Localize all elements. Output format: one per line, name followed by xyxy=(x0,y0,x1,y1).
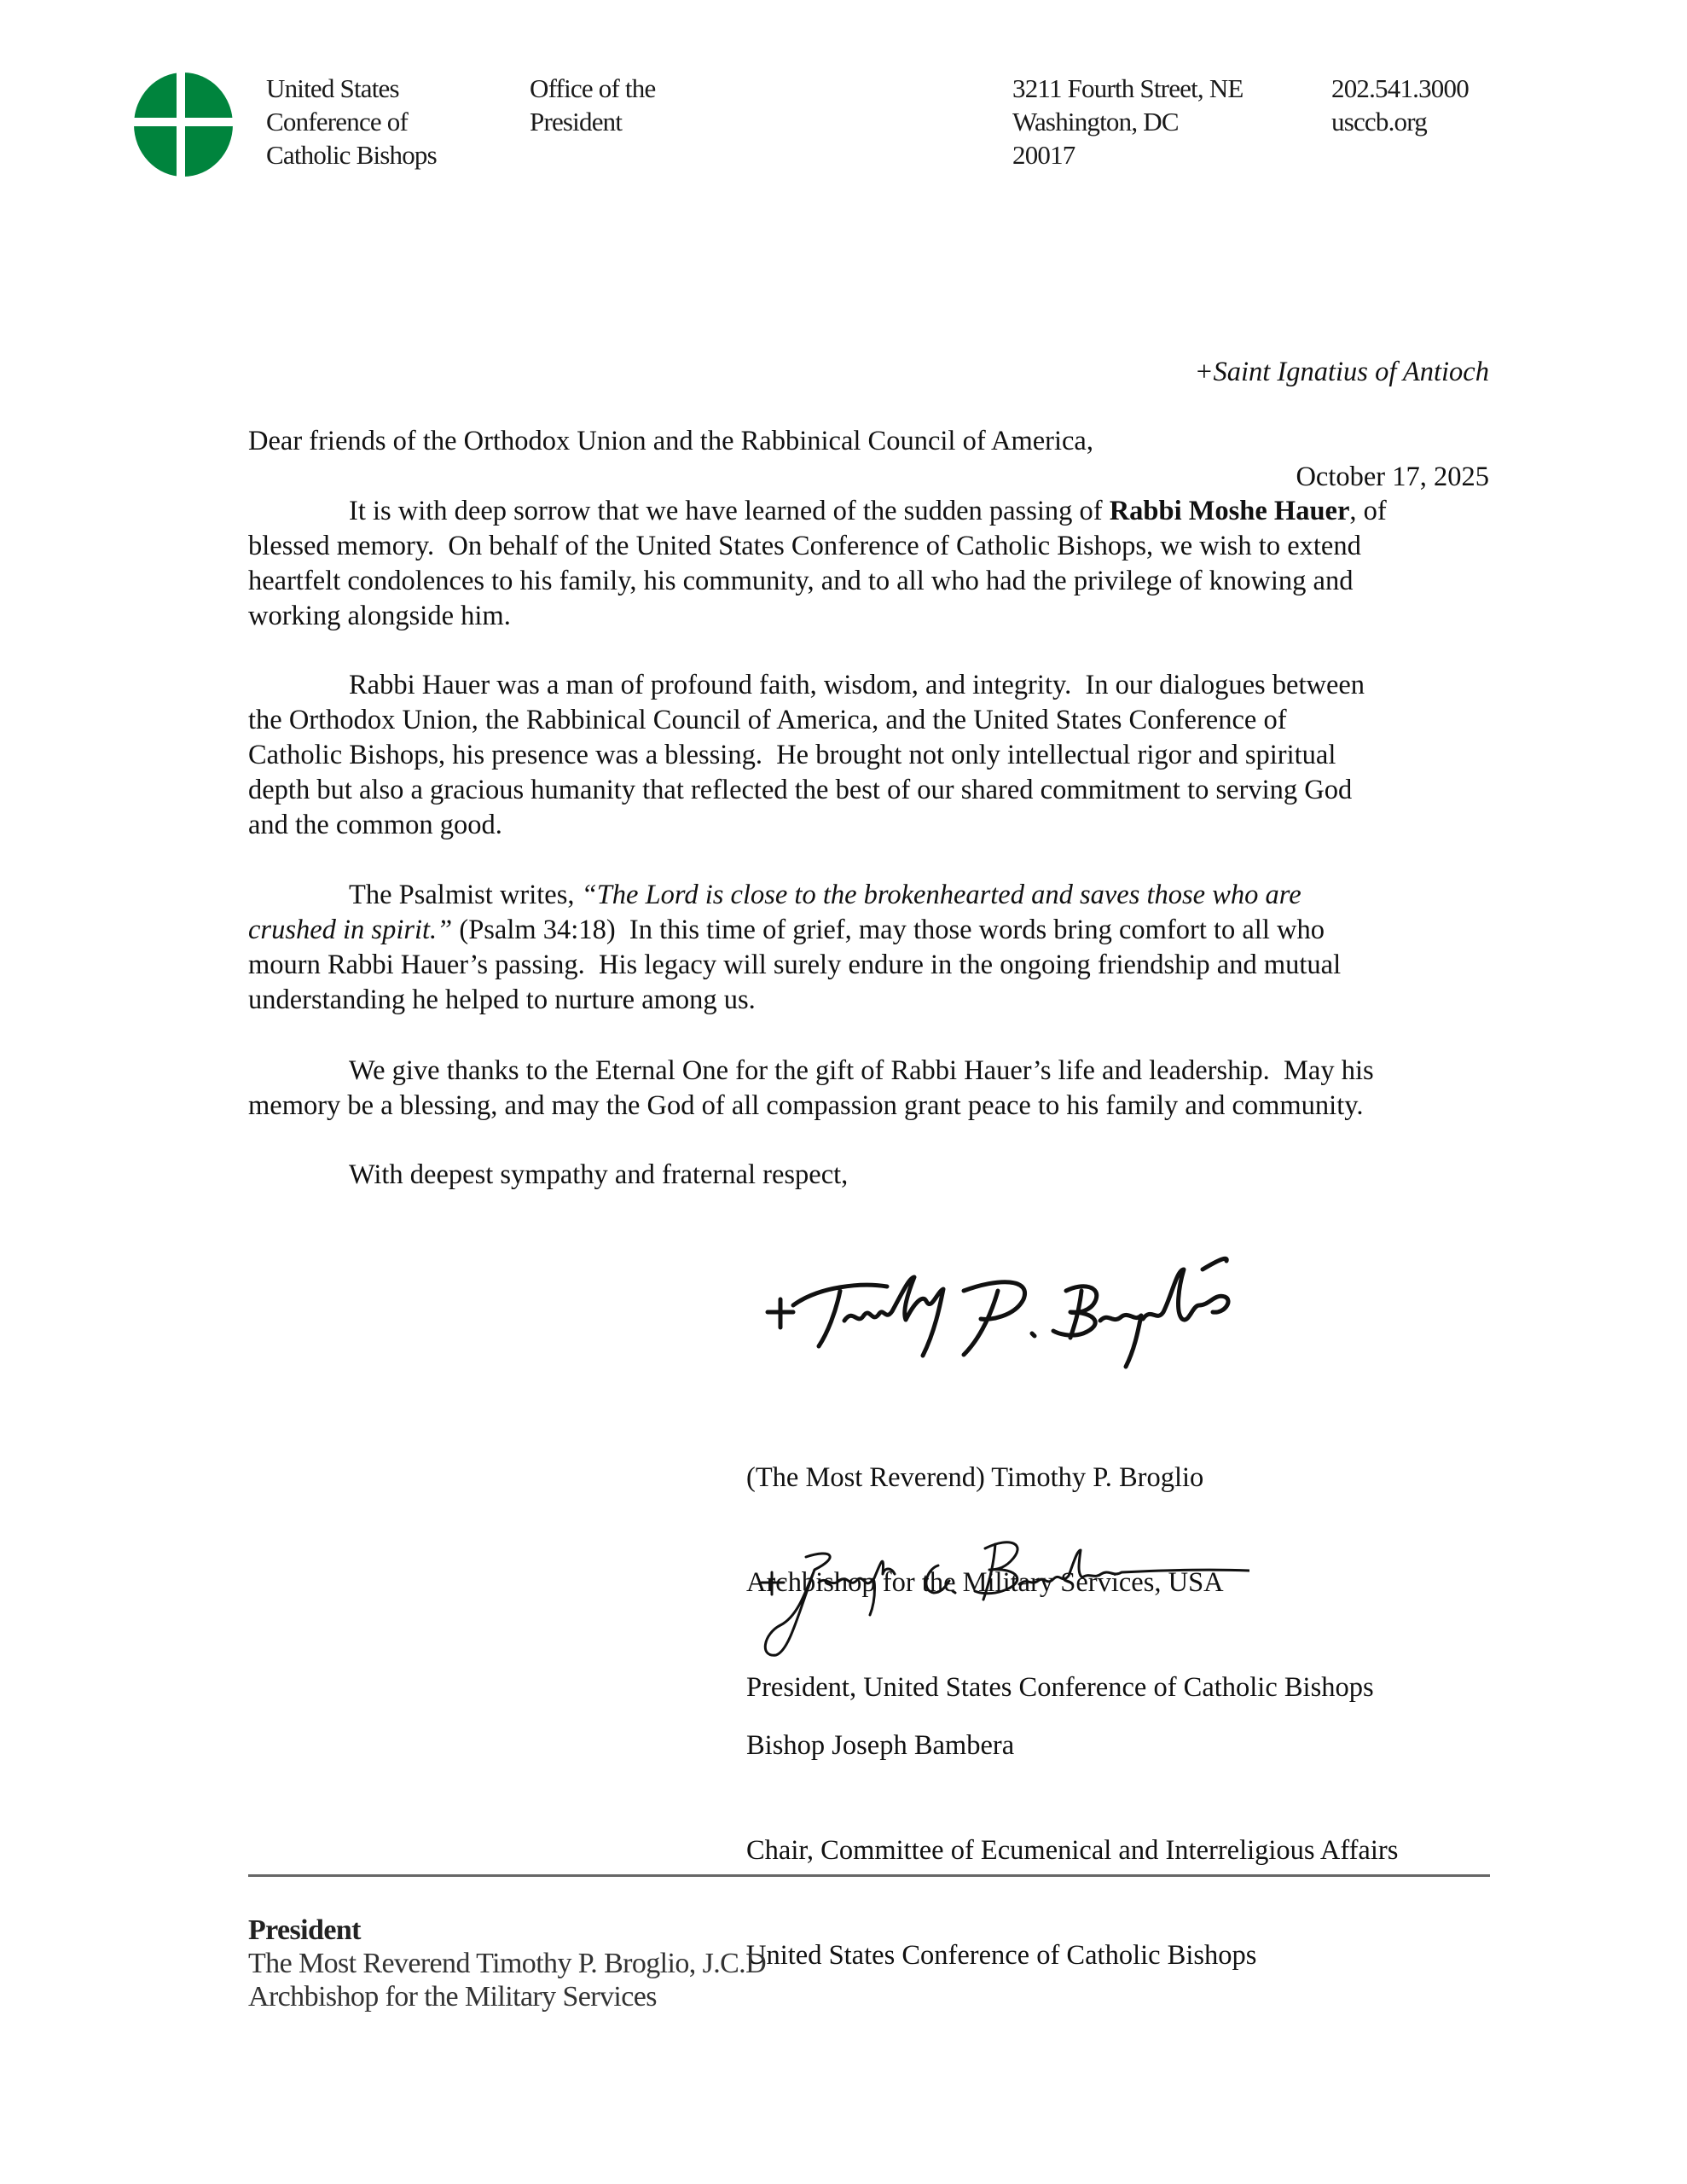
paragraph-4 xyxy=(248,1054,1374,1124)
paragraph-line xyxy=(248,738,1365,773)
paragraph-line xyxy=(248,564,1387,599)
italic-quote: crushed in spirit.” xyxy=(248,915,453,945)
paragraph-line xyxy=(248,1089,1374,1124)
footer-title: President xyxy=(248,1914,361,1946)
address-line: 3211 Fourth Street, NE xyxy=(1012,73,1244,103)
paragraph-line xyxy=(248,599,1387,634)
text-run: depth but also a gracious humanity that reflected the best of our shared commitment to serving God xyxy=(248,775,1353,805)
paragraph-2 xyxy=(248,668,1365,843)
text-run: , of xyxy=(1349,496,1387,526)
paragraph-line xyxy=(248,494,1387,529)
paragraph-line xyxy=(248,668,1365,703)
paragraph-line xyxy=(248,773,1365,808)
signatory-title: President, United States Conference of Catholic Bishops xyxy=(746,1672,1374,1703)
address xyxy=(1012,72,1244,171)
paragraph-line xyxy=(248,983,1341,1018)
text-run: The Psalmist writes, xyxy=(349,880,582,910)
website: usccb.org xyxy=(1331,107,1427,136)
feast-day: +Saint Ignatius of Antioch xyxy=(1194,357,1489,387)
footer-line: Archbishop for the Military Services xyxy=(248,1981,657,2013)
org-line: Catholic Bishops xyxy=(266,140,437,170)
dateline xyxy=(1195,285,1489,530)
text-run: It is with deep sorrow that we have learned of the sudden passing of xyxy=(349,496,1110,526)
salutation: Dear friends of the Orthodox Union and the Rabbinical Council of America, xyxy=(248,426,1093,456)
footer-line: The Most Reverend Timothy P. Broglio, J.C.D xyxy=(248,1948,767,1979)
text-run: We give thanks to the Eternal One for the gift of Rabbi Hauer’s life and leadership. May his xyxy=(349,1055,1374,1086)
text-run: Catholic Bishops, his presence was a blessing. He brought not only intellectual rigor and spiritual xyxy=(248,740,1336,770)
org-name xyxy=(266,72,437,171)
paragraph-line xyxy=(248,948,1341,983)
address-line: 20017 xyxy=(1012,140,1075,170)
text-run: working alongside him. xyxy=(248,601,511,631)
text-run: understanding he helped to nurture among us. xyxy=(248,985,756,1015)
footer-divider xyxy=(248,1874,1490,1877)
contact xyxy=(1331,72,1469,138)
usccb-logo xyxy=(130,72,236,177)
office-line: President xyxy=(530,107,623,136)
signatory-title: Archbishop for the Military Services, USA xyxy=(746,1567,1224,1598)
text-run: the Orthodox Union, the Rabbinical Council of America, and the United States Conference of xyxy=(248,705,1287,735)
italic-quote: “The Lord is close to the brokenhearted and saves those who are xyxy=(581,880,1301,910)
footer xyxy=(248,1914,766,2013)
signatory-name: (The Most Reverend) Timothy P. Broglio xyxy=(746,1462,1204,1493)
text-run: Rabbi Hauer was a man of profound faith, wisdom, and integrity. In our dialogues between xyxy=(349,670,1365,700)
paragraph-line xyxy=(248,529,1387,564)
bold-text: Rabbi Moshe Hauer xyxy=(1109,496,1350,526)
signatory-bambera xyxy=(746,1658,1398,2008)
text-run: heartfelt condolences to his family, his community, and to all who had the privilege of knowing and xyxy=(248,566,1354,596)
paragraph-line xyxy=(248,1054,1374,1089)
office-name xyxy=(530,72,655,138)
letter-date: October 17, 2025 xyxy=(1296,462,1489,492)
org-line: United States xyxy=(266,73,399,103)
address-line: Washington, DC xyxy=(1012,107,1179,136)
office-line: Office of the xyxy=(530,73,656,103)
paragraph-line xyxy=(248,703,1365,738)
paragraph-line xyxy=(248,878,1341,913)
text-run: memory be a blessing, and may the God of all compassion grant peace to his family and community. xyxy=(248,1090,1364,1121)
signatory-name: Bishop Joseph Bambera xyxy=(746,1730,1015,1761)
text-run: and the common good. xyxy=(248,810,502,840)
signatory-title: Chair, Committee of Ecumenical and Interreligious Affairs xyxy=(746,1835,1399,1866)
paragraph-1 xyxy=(248,494,1387,634)
org-line: Conference of xyxy=(266,107,409,136)
signatory-title: United States Conference of Catholic Bishops xyxy=(746,1940,1257,1971)
paragraph-3 xyxy=(248,878,1341,1018)
phone-number: 202.541.3000 xyxy=(1331,73,1469,103)
text-run: mourn Rabbi Hauer’s passing. His legacy will surely endure in the ongoing friendship and mutual xyxy=(248,950,1342,980)
text-run: (Psalm 34:18) In this time of grief, may those words bring comfort to all who xyxy=(452,915,1325,945)
signature-broglio xyxy=(759,1252,1262,1389)
text-run: blessed memory. On behalf of the United States Conference of Catholic Bishops, we wish to extend xyxy=(248,531,1361,561)
signature-bambera xyxy=(755,1531,1249,1659)
closing: With deepest sympathy and fraternal respect, xyxy=(349,1159,849,1190)
paragraph-line xyxy=(248,808,1365,843)
paragraph-line xyxy=(248,913,1341,948)
